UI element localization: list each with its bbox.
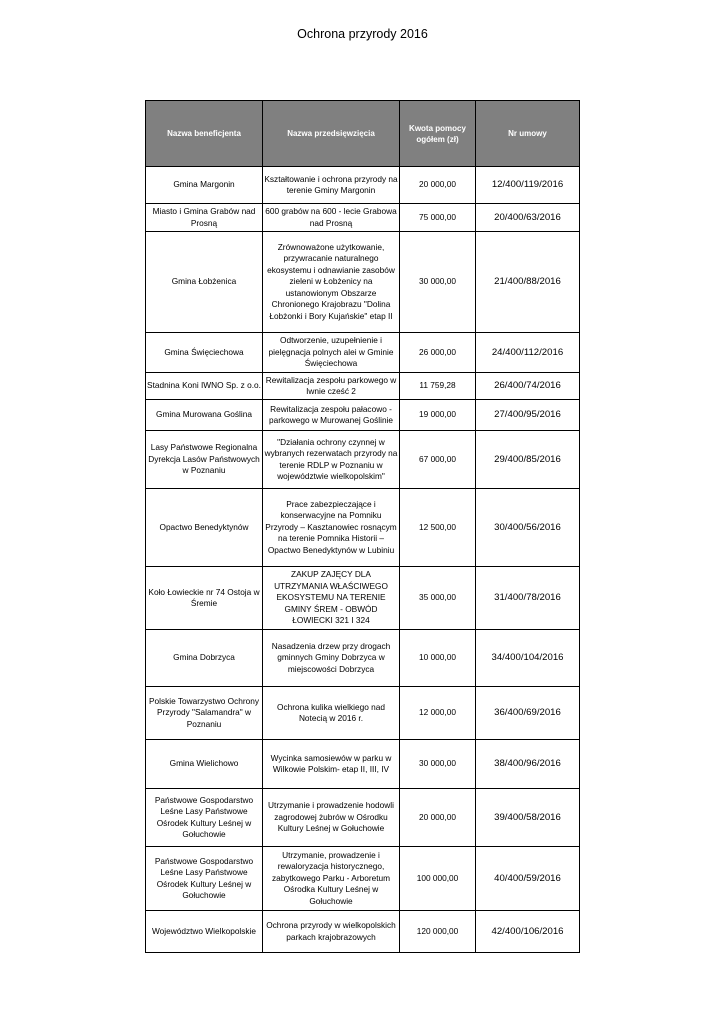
beneficiary-cell: Województwo Wielkopolskie — [146, 911, 263, 953]
beneficiary-cell: Gmina Wielichowo — [146, 740, 263, 789]
beneficiary-cell: Koło Łowieckie nr 74 Ostoja w Śremie — [146, 567, 263, 630]
amount-cell: 20 000,00 — [400, 789, 476, 847]
beneficiary-cell: Gmina Łobżenica — [146, 232, 263, 333]
table-row — [146, 911, 580, 953]
beneficiary-cell: Stadnina Koni IWNO Sp. z o.o. — [146, 373, 263, 400]
header-project: Nazwa przedsięwzięcia — [263, 101, 400, 167]
project-cell: Prace zabezpieczające i konserwacyjne na Pomniku Przyrody – Kasztanowiec rosnącym na terenie Pomnika Historii – Opactwo Benedyktynów w Lubiniu — [263, 489, 400, 567]
beneficiary-cell: Państwowe Gospodarstwo Leśne Lasy Państwowe Ośrodek Kultury Leśnej w Gołuchowie — [146, 789, 263, 847]
page-title: Ochrona przyrody 2016 — [297, 27, 428, 41]
amount-cell: 10 000,00 — [400, 630, 476, 687]
table-row — [146, 740, 580, 789]
table-row — [146, 567, 580, 630]
beneficiary-cell: Gmina Święciechowa — [146, 333, 263, 373]
contract-cell: 42/400/106/2016 — [476, 911, 580, 953]
project-cell: ZAKUP ZAJĘCY DLA UTRZYMANIA WŁAŚCIWEGO EKOSYSTEMU NA TERENIE GMINY ŚREM - OBWÓD ŁOWIECKI 321 I 324 — [263, 567, 400, 630]
contract-cell: 38/400/96/2016 — [476, 740, 580, 789]
project-cell: 600 grabów na 600 - lecie Grabowa nad Prosną — [263, 204, 400, 232]
beneficiary-cell: Lasy Państwowe Regionalna Dyrekcja Lasów Państwowych w Poznaniu — [146, 431, 263, 489]
amount-cell: 12 000,00 — [400, 687, 476, 740]
project-cell: Odtworzenie, uzupełnienie i pielęgnacja polnych alei w Gminie Święciechowa — [263, 333, 400, 373]
project-cell: Kształtowanie i ochrona przyrody na terenie Gminy Margonin — [263, 167, 400, 204]
beneficiary-cell: Miasto i Gmina Grabów nad Prosną — [146, 204, 263, 232]
table-row — [146, 489, 580, 567]
contract-cell: 20/400/63/2016 — [476, 204, 580, 232]
beneficiary-cell: Gmina Dobrzyca — [146, 630, 263, 687]
project-cell: Rewitalizacja zespołu parkowego w Iwnie cześć 2 — [263, 373, 400, 400]
contract-cell: 36/400/69/2016 — [476, 687, 580, 740]
amount-cell: 75 000,00 — [400, 204, 476, 232]
project-cell: Nasadzenia drzew przy drogach gminnych Gminy Dobrzyca w miejscowości Dobrzyca — [263, 630, 400, 687]
table-row — [146, 400, 580, 431]
beneficiary-cell: Gmina Margonin — [146, 167, 263, 204]
amount-cell: 35 000,00 — [400, 567, 476, 630]
project-cell: Rewitalizacja zespołu pałacowo - parkowego w Murowanej Goślinie — [263, 400, 400, 431]
table-row — [146, 373, 580, 400]
contract-cell: 24/400/112/2016 — [476, 333, 580, 373]
table-row — [146, 789, 580, 847]
amount-cell: 30 000,00 — [400, 740, 476, 789]
amount-cell: 120 000,00 — [400, 911, 476, 953]
table-row — [146, 847, 580, 911]
table-header-row — [146, 101, 580, 167]
project-cell: Utrzymanie i prowadzenie hodowli zagrodowej żubrów w Ośrodku Kultury Leśnej w Gołuchowie — [263, 789, 400, 847]
contract-cell: 31/400/78/2016 — [476, 567, 580, 630]
amount-cell: 100 000,00 — [400, 847, 476, 911]
contract-cell: 40/400/59/2016 — [476, 847, 580, 911]
amount-cell: 11 759,28 — [400, 373, 476, 400]
project-cell: Ochrona kulika wielkiego nad Notecią w 2016 r. — [263, 687, 400, 740]
contract-cell: 27/400/95/2016 — [476, 400, 580, 431]
project-cell: Wycinka samosiewów w parku w Wilkowie Polskim- etap II, III, IV — [263, 740, 400, 789]
project-cell: Utrzymanie, prowadzenie i rewaloryzacja historycznego, zabytkowego Parku - Arboretum Ośrodka Kultury Leśnej w Gołuchowie — [263, 847, 400, 911]
beneficiary-cell: Polskie Towarzystwo Ochrony Przyrody "Salamandra" w Poznaniu — [146, 687, 263, 740]
contract-cell: 34/400/104/2016 — [476, 630, 580, 687]
beneficiary-cell: Państwowe Gospodarstwo Leśne Lasy Państwowe Ośrodek Kultury Leśnej w Gołuchowie — [146, 847, 263, 911]
table-row — [146, 333, 580, 373]
table-row — [146, 630, 580, 687]
amount-cell: 30 000,00 — [400, 232, 476, 333]
project-cell: Ochrona przyrody w wielkopolskich parkach krajobrazowych — [263, 911, 400, 953]
contract-cell: 12/400/119/2016 — [476, 167, 580, 204]
project-cell: "Działania ochrony czynnej w wybranych rezerwatach przyrody na terenie RDLP w Poznaniu w województwie wielkopolskim" — [263, 431, 400, 489]
contract-cell: 39/400/58/2016 — [476, 789, 580, 847]
amount-cell: 67 000,00 — [400, 431, 476, 489]
table-row — [146, 687, 580, 740]
header-contract: Nr umowy — [476, 101, 580, 167]
contract-cell: 26/400/74/2016 — [476, 373, 580, 400]
project-cell: Zrównoważone użytkowanie, przywracanie naturalnego ekosystemu i odnawianie zasobów zieleni w Łobżenicy na ustanowionym Obszarze Chronionego Krajobrazu "Dolina Łobżonki i Bory Kujańskie" etap II — [263, 232, 400, 333]
beneficiary-cell: Opactwo Benedyktynów — [146, 489, 263, 567]
contract-cell: 21/400/88/2016 — [476, 232, 580, 333]
amount-cell: 26 000,00 — [400, 333, 476, 373]
header-beneficiary: Nazwa beneficjenta — [146, 101, 263, 167]
amount-cell: 12 500,00 — [400, 489, 476, 567]
amount-cell: 20 000,00 — [400, 167, 476, 204]
table-row — [146, 431, 580, 489]
contract-cell: 29/400/85/2016 — [476, 431, 580, 489]
grants-table — [145, 100, 580, 953]
table-row — [146, 232, 580, 333]
beneficiary-cell: Gmina Murowana Goślina — [146, 400, 263, 431]
table-row — [146, 167, 580, 204]
header-amount: Kwota pomocy ogółem (zł) — [400, 101, 476, 167]
contract-cell: 30/400/56/2016 — [476, 489, 580, 567]
table-row — [146, 204, 580, 232]
amount-cell: 19 000,00 — [400, 400, 476, 431]
